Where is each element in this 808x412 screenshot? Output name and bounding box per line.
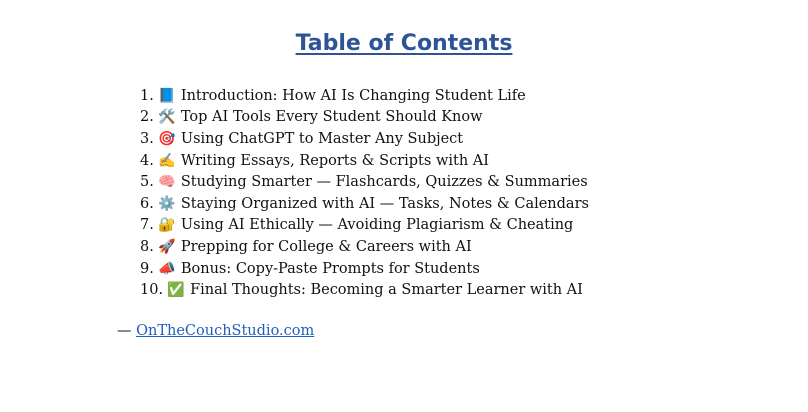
check-mark-icon: ✅ [167,282,185,299]
page-title: Table of Contents [295,31,513,56]
target-icon: 🎯 [158,130,176,147]
toc-item-label: Studying Smarter — Flashcards, Quizzes & Summaries [180,174,588,191]
toc-item-label: Staying Organized with AI — Tasks, Notes & Calendars [180,195,589,212]
blue-book-icon: 📘 [158,87,176,104]
rocket-icon: 🚀 [158,238,176,255]
toc-item-label: Final Thoughts: Becoming a Smarter Learner with AI [190,282,583,299]
toc-item-final-thoughts[interactable] [140,279,589,301]
toc-item-top-ai-tools[interactable] [140,107,589,129]
toc-item-label: Prepping for College & Careers with AI [180,238,472,255]
toc-item-label: Using AI Ethically — Avoiding Plagiarism & Cheating [180,217,574,234]
toc-item-introduction[interactable] [140,85,589,107]
website-link[interactable]: OnTheCouchStudio.com [136,323,315,339]
toc-item-number: 8. [140,238,154,255]
toc-item-number: 6. [140,195,154,212]
table-of-contents-list [140,85,589,301]
writing-hand-icon: ✍️ [158,152,176,169]
toc-item-number: 7. [140,217,154,234]
toc-item-label: Writing Essays, Reports & Scripts with AI [180,152,489,169]
hammer-wrench-icon: 🛠️ [158,109,176,126]
toc-item-number: 1. [140,87,154,104]
toc-item-staying-organized[interactable] [140,193,589,215]
megaphone-icon: 📣 [158,260,176,277]
toc-item-number: 9. [140,260,154,277]
toc-item-label: Introduction: How AI Is Changing Student Life [180,87,526,104]
toc-item-number: 4. [140,152,154,169]
lock-key-icon: 🔐 [158,217,176,234]
toc-item-writing-essays[interactable] [140,150,589,172]
toc-item-college-careers[interactable] [140,236,589,258]
toc-item-label: Top AI Tools Every Student Should Know [180,109,483,126]
toc-item-using-ai-ethically[interactable] [140,215,589,237]
toc-item-label: Using ChatGPT to Master Any Subject [180,130,464,147]
credit-dash: — [117,323,137,339]
toc-item-number: 5. [140,174,154,191]
toc-item-using-chatgpt[interactable] [140,128,589,150]
gear-icon: ⚙️ [158,195,176,212]
toc-item-number: 2. [140,109,154,126]
toc-item-number: 3. [140,130,154,147]
toc-item-label: Bonus: Copy-Paste Prompts for Students [180,260,480,277]
toc-item-studying-smarter[interactable] [140,171,589,193]
brain-icon: 🧠 [158,174,176,191]
author-credit [117,321,314,341]
toc-item-bonus-prompts[interactable] [140,258,589,280]
toc-item-number: 10. [140,282,164,299]
